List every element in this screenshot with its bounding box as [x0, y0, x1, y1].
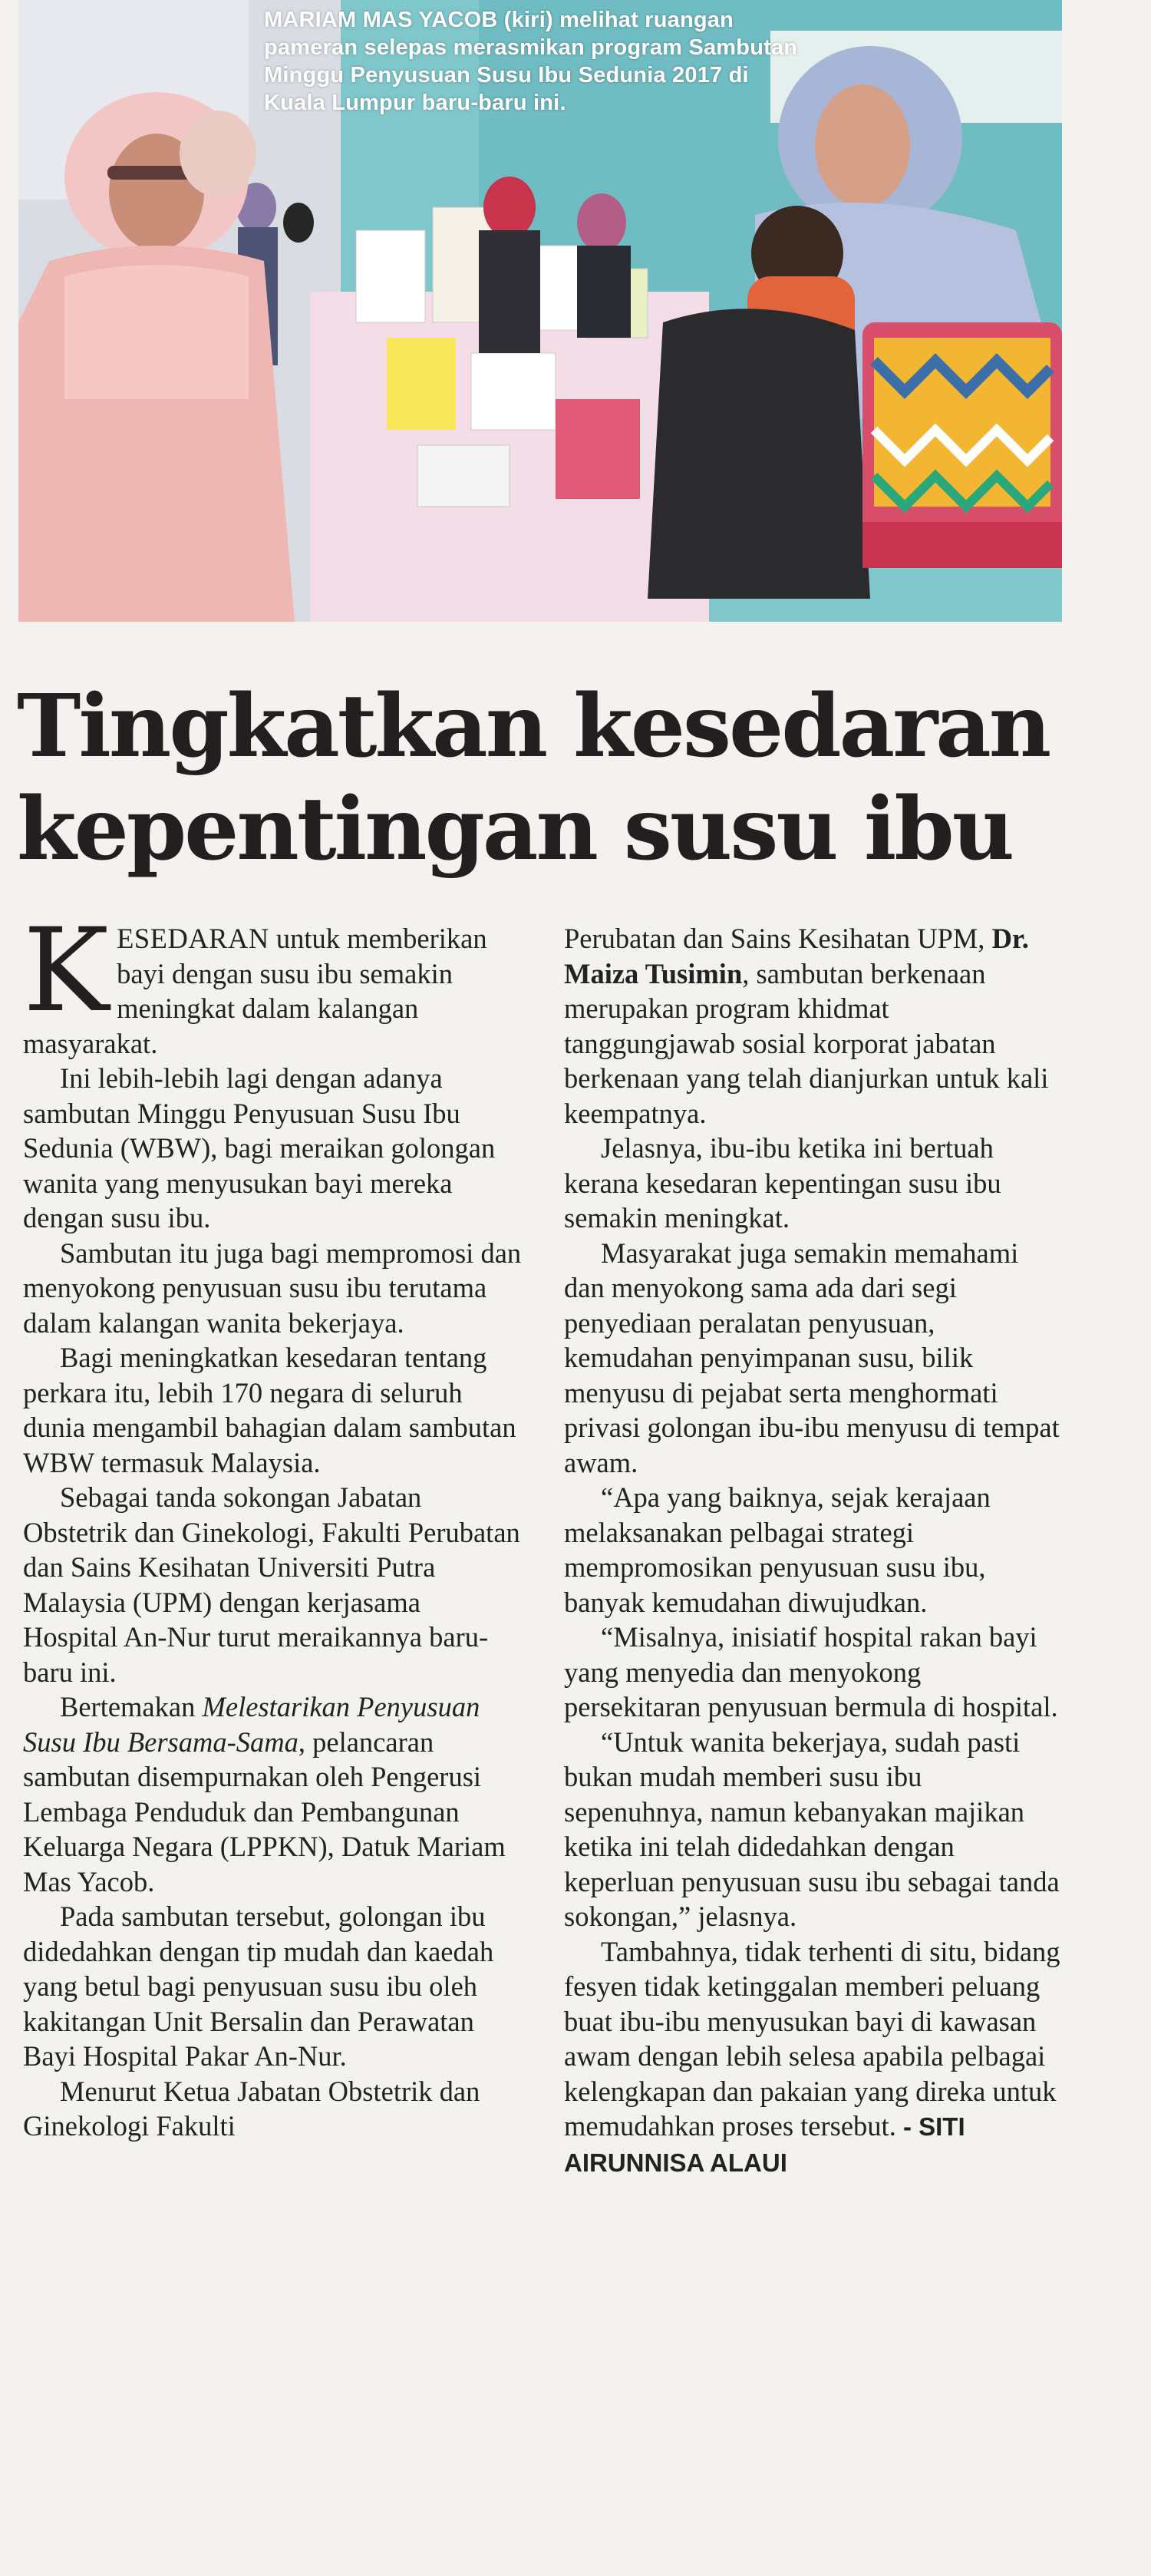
headline-line-1: Tingkatkan kesedaran [17, 676, 1050, 777]
paragraph-5: Sebagai tanda sokongan Jabatan Obstetrik dan Ginekologi, Fakulti Perubatan dan Sains Kesihatan Universiti Putra Malaysia (UPM) dengan kerjasama Hospital An-Nur turut meraikannya baru-baru ini. [23, 1481, 520, 1688]
caption-text: (kiri) melihat ruangan pameran selepas merasmikan program Sambutan Minggu Penyusuan Susu Ibu Sedunia 2017 di Kuala Lumpur baru-baru ini. [264, 8, 798, 115]
paragraph-3: Sambutan itu juga bagi mempromosi dan menyokong penyusuan susu ibu terutama dalam kalangan wanita bekerjaya. [23, 1237, 522, 1339]
event-theme: Melestarikan Penyusuan Susu Ibu Bersama-Sama [23, 1691, 480, 1758]
paragraph-12: “Apa yang baiknya, sejak kerajaan melaksanakan pelbagai strategi mempromosikan penyusuan susu ibu, banyak kemudahan diwujudkan. [564, 1481, 991, 1618]
paragraph-13: “Misalnya, inisiatif hospital rakan bayi yang menyedia dan menyokong persekitaran penyusuan bermula di hospital. [564, 1621, 1058, 1722]
drop-cap: K [23, 904, 110, 1038]
paragraph-8: Menurut Ketua Jabatan Obstetrik dan Ginekologi Fakulti [23, 2075, 480, 2142]
quoted-person-name: Dr. Maiza Tusimin [564, 923, 1029, 989]
headline-line-2: kepentingan susu ibu [17, 779, 1013, 880]
news-photo [18, 0, 1062, 622]
paragraph-1-text: untuk memberikan bayi dengan susu ibu semakin meningkat dalam kalangan masyarakat. [23, 923, 487, 1059]
author-byline: - SITI AIRUNNISA ALAUI [564, 2112, 965, 2177]
lead-in-caps: ESEDARAN [117, 923, 269, 954]
article-headline [17, 675, 1122, 881]
paragraph-4: Bagi meningkatkan kesedaran tentang perkara itu, lebih 170 negara di seluruh dunia mengambil bahagian dalam sambutan WBW termasuk Malaysia. [23, 1342, 516, 1478]
article-column-right [564, 921, 1063, 2180]
paragraph-2: Ini lebih-lebih lagi dengan adanya sambutan Minggu Penyusuan Susu Ibu Sedunia (WBW), bagi meraikan golongan wanita yang menyusukan bayi mereka dengan susu ibu. [23, 1062, 496, 1234]
paragraph-6 [23, 1689, 522, 1899]
paragraph-15-text: Tambahnya, tidak terhenti di situ, bidang fesyen tidak ketinggalan memberi peluang buat ibu-ibu menyusukan bayi di kawasan awam dengan lebih selesa apabila pelbagai kelengkapan dan pakaian yang direka untuk memudahkan proses tersebut. [564, 1935, 1060, 2142]
paragraph-15 [564, 1934, 1063, 2181]
caption-person-name: MARIAM MAS YACOB [264, 8, 498, 32]
paragraph-1 [23, 904, 522, 1061]
paragraph-14: “Untuk wanita bekerjaya, sudah pasti bukan mudah memberi susu ibu sepenuhnya, namun kebanyakan majikan ketika ini telah didedahkan dengan keperluan penyusuan susu ibu sebagai tanda sokongan,” jelasnya. [564, 1726, 1060, 1932]
article-column-left [23, 904, 522, 2144]
paragraph-11: Masyarakat juga semakin memahami dan menyokong sama ada dari segi penyediaan peralatan penyusuan, kemudahan penyimpanan susu, bilik menyusu di pejabat serta menghormati privasi golongan ibu-ibu menyusu di tempat awam. [564, 1237, 1060, 1478]
paragraph-9-lead: Perubatan dan Sains Kesihatan UPM, [564, 923, 992, 954]
paragraph-7: Pada sambutan tersebut, golongan ibu didedahkan dengan tip mudah dan kaedah yang betul bagi penyusuan susu ibu oleh kakitangan Unit Bersalin dan Perawatan Bayi Hospital Pakar An-Nur. [23, 1901, 494, 2072]
photo-caption [264, 6, 816, 117]
paragraph-6-text: , pelancaran sambutan disempurnakan oleh Pengerusi Lembaga Penduduk dan Pembangunan Keluarga Negara (LPPKN), Datuk Mariam Mas Yacob. [23, 1726, 506, 1897]
paragraph-10: Jelasnya, ibu-ibu ketika ini bertuah kerana kesedaran kepentingan susu ibu semakin meningkat. [564, 1132, 1001, 1234]
paragraph-9 [564, 921, 1063, 1131]
paragraph-9-text: , sambutan berkenaan merupakan program khidmat tanggungjawab sosial korporat jabatan berkenaan yang telah dianjurkan untuk kali keempatnya. [564, 957, 1049, 1129]
paragraph-6-lead: Bertemakan [60, 1691, 203, 1722]
